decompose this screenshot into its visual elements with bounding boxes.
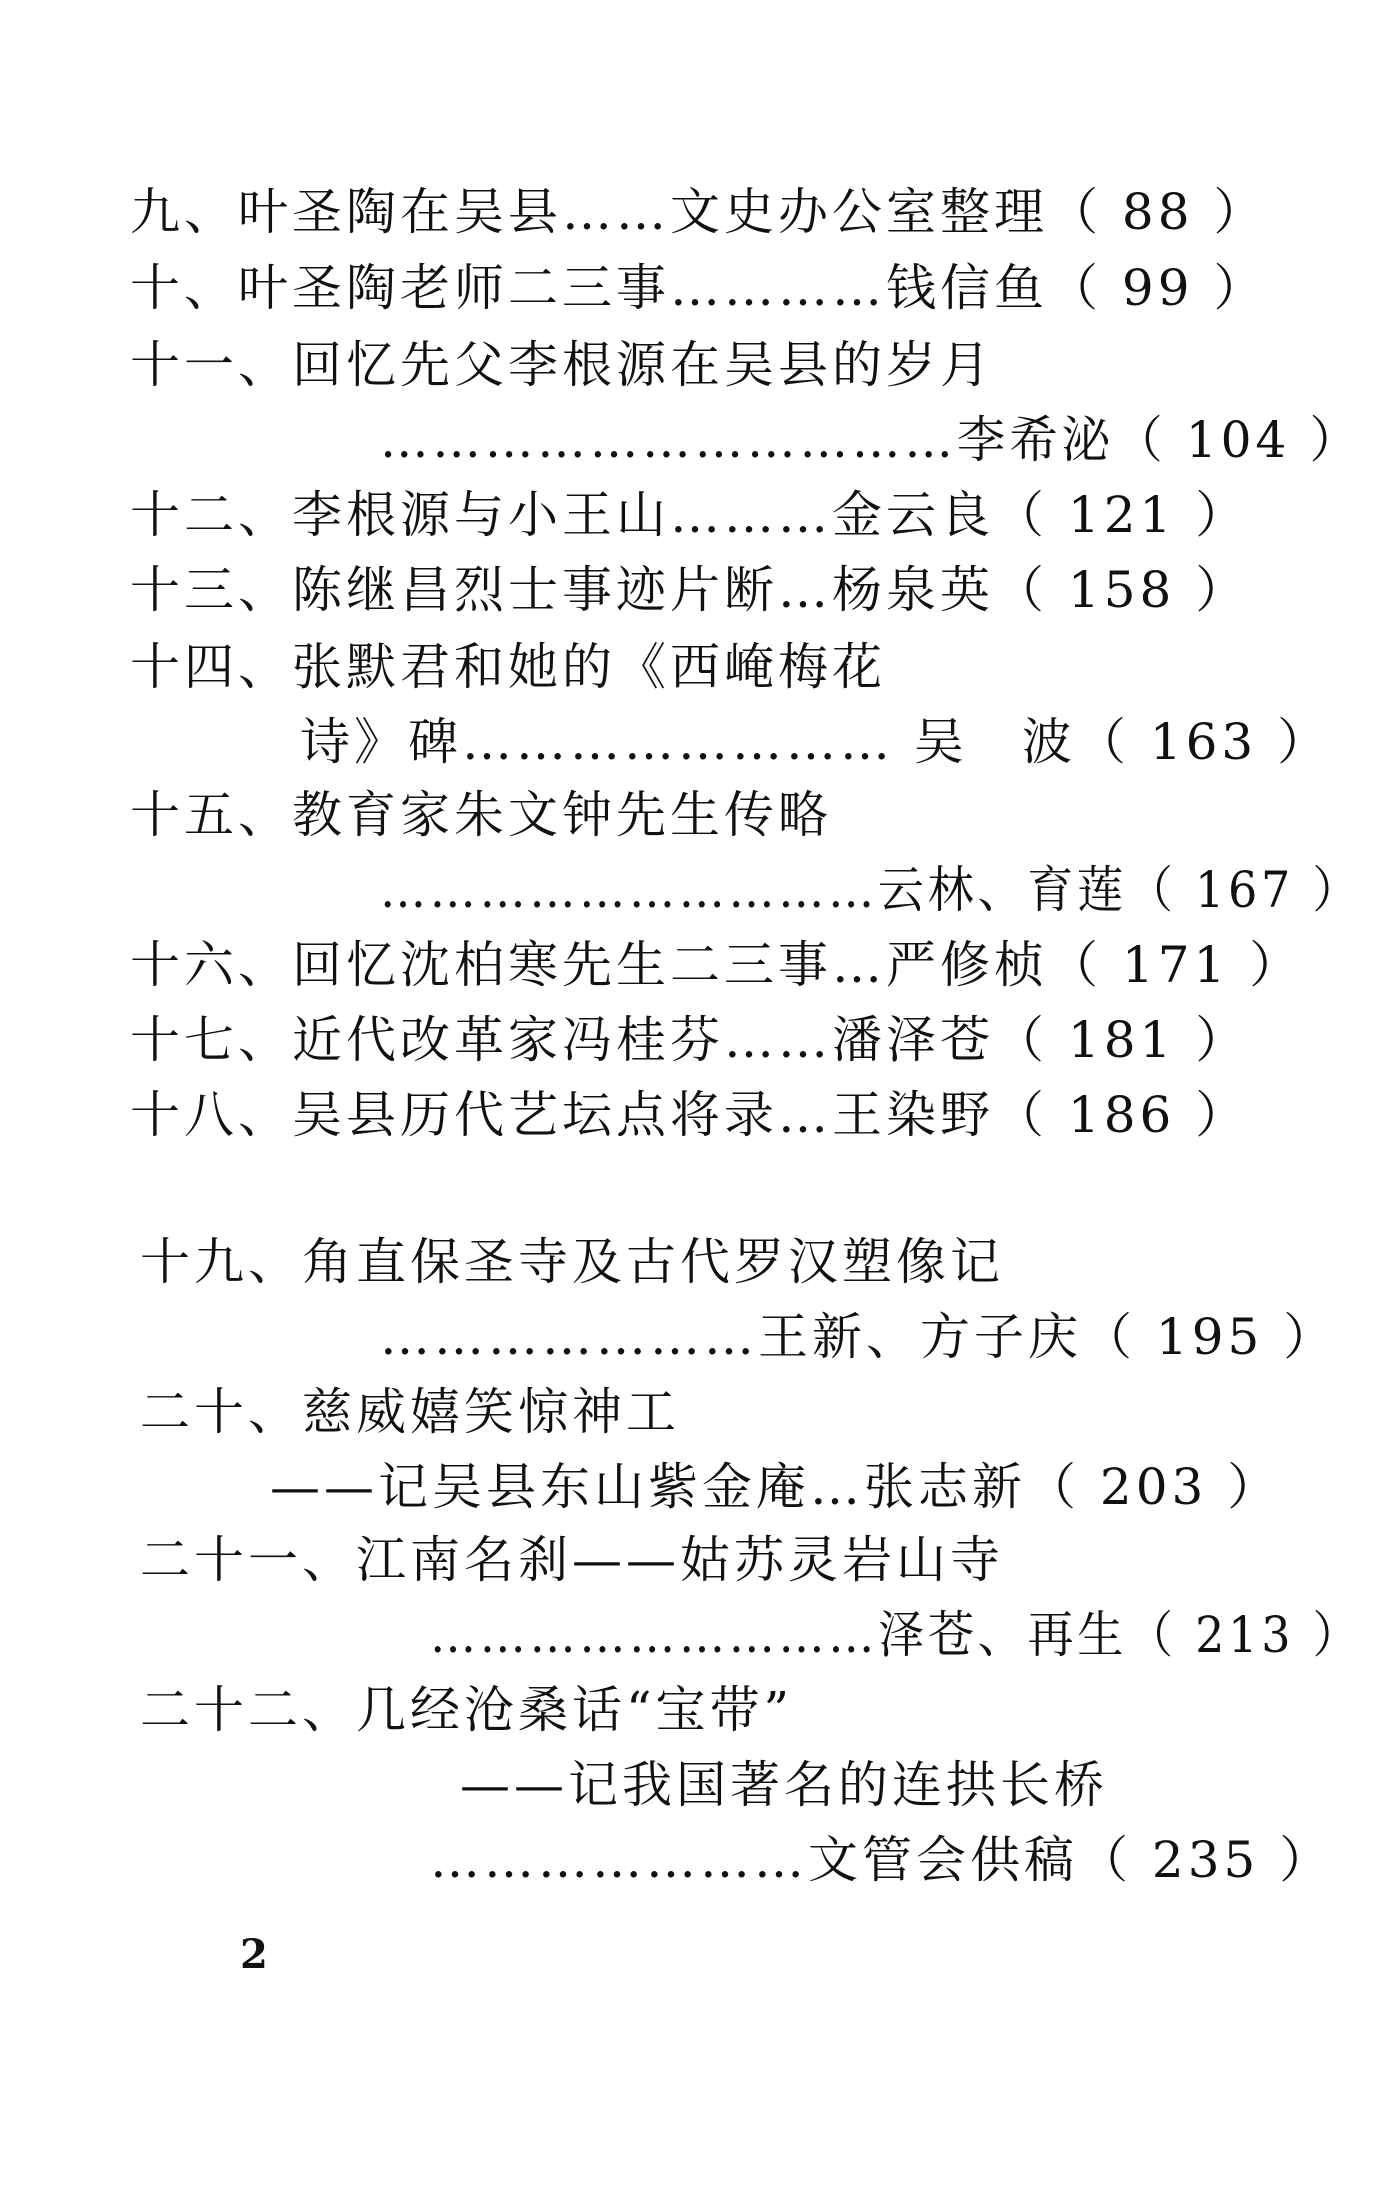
- page-number: 2: [240, 1931, 268, 1978]
- toc-entry-22-subtitle: ——记我国著名的连拱长桥: [460, 1756, 1108, 1814]
- toc-entry-14-title: 十四、张默君和她的《西崦梅花: [130, 638, 886, 696]
- toc-entry-9: 九、叶圣陶在吴县……文史办公室整理（ 88 ）: [130, 183, 1268, 241]
- toc-entry-21-title: 二十一、江南名刹——姑苏灵岩山寺: [140, 1531, 1004, 1589]
- toc-entry-14-author: 诗》碑…………………… 吴 波（ 163 ）: [300, 713, 1332, 771]
- toc-entry-19-title: 十九、角直保圣寺及古代罗汉塑像记: [140, 1233, 1004, 1291]
- toc-entry-20-title: 二十、慈威嬉笑惊神工: [140, 1383, 680, 1441]
- toc-entry-11-title: 十一、回忆先父李根源在吴县的岁月: [130, 336, 994, 394]
- toc-entry-15-title: 十五、教育家朱文钟先生传略: [130, 786, 832, 844]
- toc-entry-22-title: 二十二、几经沧桑话“宝带”: [140, 1681, 794, 1739]
- toc-entry-15-author: …………………………云林、育莲（ 167 ）: [380, 861, 1363, 919]
- toc-entry-12: 十二、李根源与小王山………金云良（ 121 ）: [130, 486, 1250, 544]
- toc-entry-19-author: …………………王新、方子庆（ 195 ）: [380, 1308, 1338, 1366]
- toc-entry-20-subtitle: ——记吴县东山紫金庵…张志新（ 203 ）: [270, 1458, 1282, 1516]
- toc-entry-21-author: ………………………泽苍、再生（ 213 ）: [430, 1606, 1363, 1664]
- toc-entry-10: 十、叶圣陶老师二三事…………钱信鱼（ 99 ）: [130, 259, 1268, 317]
- toc-entry-16: 十六、回忆沈柏寒先生二三事…严修桢（ 171 ）: [130, 936, 1304, 994]
- toc-entry-22-author: …………………文管会供稿（ 235 ）: [430, 1831, 1334, 1889]
- toc-entry-13: 十三、陈继昌烈士事迹片断…杨泉英（ 158 ）: [130, 561, 1250, 619]
- toc-entry-18: 十八、吴县历代艺坛点将录…王染野（ 186 ）: [130, 1086, 1250, 1144]
- toc-entry-11-author: ……………………………李希泌（ 104 ）: [380, 411, 1362, 469]
- toc-entry-17: 十七、近代改革家冯桂芬……潘泽苍（ 181 ）: [130, 1011, 1250, 1069]
